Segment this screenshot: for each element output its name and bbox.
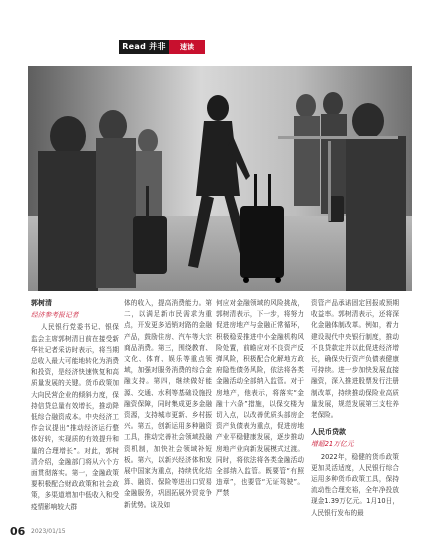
author-role: 经济参考报记者: [31, 311, 79, 320]
article-column-1: [31, 298, 119, 513]
article-column-3: [216, 298, 304, 500]
article-paragraph: 资管产品承诺固定回报或预期收益率。郭树清表示，还将深化金融体制改革。例如，着力建设现代中央银行制度，推动不良贷款定并以此促进经济增长，确保央行资产负债表健康可持续。进一步加快发展直接融资，深入推进股票发行注册制改革，持续推动保险业高质量发展，规范发展第三支柱养老保险。: [311, 299, 399, 420]
page-number: 06: [10, 525, 26, 538]
subsection-title: 人民币贷款: [311, 428, 346, 437]
article-column-4: [311, 298, 399, 519]
article-column-2: [124, 298, 212, 511]
issue-date: 2023/01/15: [31, 528, 66, 535]
subsection-subtitle: 增超21万亿元: [311, 440, 354, 449]
article-paragraph: 体的收入，提高消费能力。第二，以满足新市民需求为重点，开发更多适销对路的金融产品，鼓励住房、汽车等大宗商品消费。第三，围绕教育、文化、体育、娱乐等重点领域，加强对服务消费的综合金融支持。第四，继续做好能源、交通、水利等基础设施投融资保障，同时集成更多金融资源，支持城市更新、乡村振兴。第五，创新运用多种融资工具，推动完善社会领域投融资机制，加快社会领域补短板。第六，以新兴经济体和发展中国家为重点，持续优化结算、融资、保险等进出口贸易金融服务，巩固拓展外贸竞争新优势。谈及如: [124, 299, 212, 509]
article-paragraph: 人民银行党委书记、银保监会主席郭树清日前在接受新华社记者采访时表示，将当期总收入最大可能地转化为消费和投资，是经济快速恢复和高质量发展的关键。货币政策加大向民营企业的倾斜力度，保持信贷总量有效增长，推动降低综合融资成本。中央经济工作会议提出“推动经济运行整体好转，实现质的有效提升和量的合理增长”。对此，郭树清介绍，金融部门将从六个方面贯彻落实。第一，金融政策要积极配合财政政策和社会政策，多渠道增加中低收入和受疫情影响较大群: [31, 323, 119, 511]
section-label: 速读: [169, 40, 205, 54]
header-bar: [0, 40, 427, 54]
article-paragraph: 何应对金融领域的风险挑战，郭树清表示，下一步，将努力促进房地产与金融正常循环，积极稳妥推进中小金融机构风险处置，前瞻应对不良资产反弹风险，积极配合化解地方政府隐性债务风险，依法将各类金融活动全部纳入监管。对于房地产，他表示，将落实“金融十六条”措施，以保交楼为切入点，以改善优质头部房企资产负债表为重点，促进房地产业平稳健康发展，逐步推动房地产业向新发展模式过渡。同时，将依法将各类金融活动全部纳入监管。既要管“有照违章”，也要管“无证驾驶”。严禁: [216, 299, 304, 498]
magazine-logo: Read 并非: [119, 40, 169, 54]
feature-photo: [28, 66, 412, 291]
subsection-paragraph: 2022年，稳健的货币政策更加灵活适度，人民银行综合运用多种货币政策工具，保持流动性合理充裕，全年净投放现金1.39万亿元。1月10日，人民银行发布的最: [311, 452, 399, 517]
author-name: 郭树清: [31, 299, 52, 307]
